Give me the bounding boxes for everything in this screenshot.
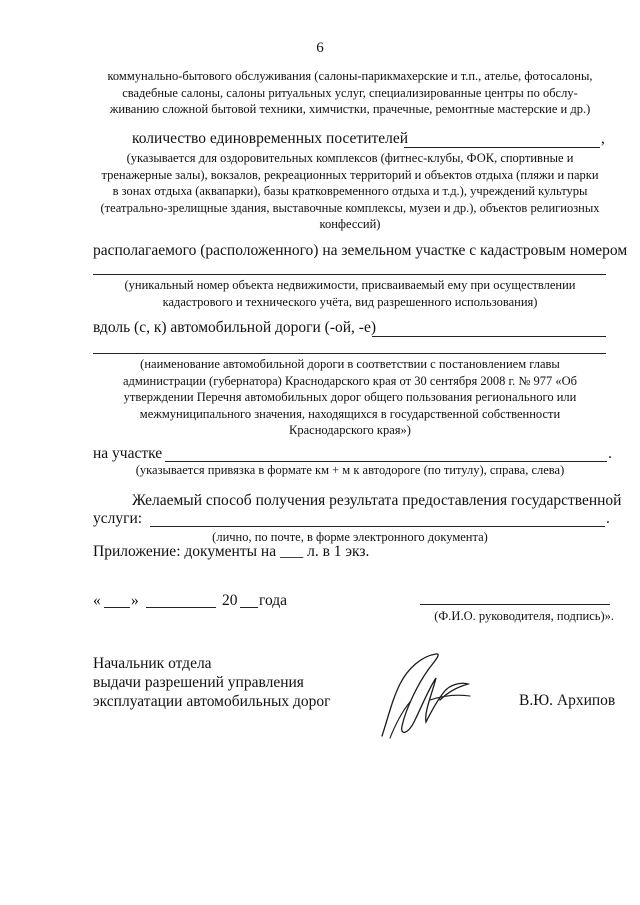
attachment-pages-field[interactable]: ___ (279, 543, 304, 560)
note-line: администрации (губернатора) Краснодарского края от 30 сентября 2008 г. № 977 «Об (123, 373, 577, 388)
page-number: 6 (316, 40, 324, 56)
note-line: Краснодарского края») (289, 423, 411, 437)
result-method-period: . (606, 510, 610, 527)
visitors-label: количество единовременных посетителей (132, 130, 409, 147)
date-close-quote: » (131, 592, 139, 609)
note-line: (театрально-зрелищные здания, выставочные комплексы, музеи и др.), объектов религиозных (100, 200, 600, 215)
result-method-note: (лично, по почте, в форме электронного документа) (212, 530, 488, 544)
note-line: (уникальный номер объекта недвижимости, присваиваемый ему при осуществлении (124, 278, 576, 292)
road-name-field-2[interactable] (93, 353, 606, 354)
visitors-comma: , (601, 130, 605, 147)
result-method-field[interactable] (150, 526, 605, 527)
note-line: (наименование автомобильной дороги в соответствии с постановлением главы (140, 357, 560, 371)
note-line: межмуниципального значения, находящихся в государственной собственности (139, 406, 561, 421)
section-label: на участке (93, 445, 163, 462)
result-method-line1: Желаемый способ получения результата предоставления государственной (132, 492, 622, 509)
signature-note: (Ф.И.О. руководителя, подпись)». (434, 609, 614, 623)
attachment-line (93, 543, 369, 561)
position-line: Начальник отдела (93, 655, 212, 672)
signature-field[interactable] (420, 604, 610, 605)
date-year-suffix: года (259, 592, 288, 609)
visitors-note (90, 150, 610, 233)
note-line: тренажерные залы), вокзалов, рекреационных территорий и объектов отдыха (пляжи и парки (101, 167, 599, 182)
date-month-field[interactable] (146, 607, 216, 608)
date-open-quote: « (93, 592, 101, 609)
attachment-suffix: л. в 1 экз. (307, 543, 370, 560)
intro-line: свадебные салоны, салоны ритуальных услуг, специализированные центры по обслу- (122, 85, 578, 100)
road-name-field[interactable] (372, 336, 606, 337)
cadastral-number-field[interactable] (93, 274, 606, 275)
cadastral-label: располагаемого (расположенного) на земельном участке с кадастровым номером (93, 242, 628, 259)
section-period: . (608, 445, 612, 462)
road-label: вдоль (с, к) автомобильной дороги (-ой, -е) (93, 319, 376, 336)
note-line: в зонах отдыха (аквапарки), базы кратковременного отдыха и т.д.), учреждений культуры (112, 184, 588, 198)
date-year-field[interactable] (240, 607, 258, 608)
position-line: эксплуатации автомобильных дорог (93, 693, 331, 710)
note-line: утверждении Перечня автомобильных дорог общего пользования регионального или (123, 390, 577, 404)
section-note: (указывается привязка в формате км + м к автодороге (по титулу), справа, слева) (135, 463, 565, 477)
note-line: конфессий) (319, 217, 381, 231)
note-line: (указывается для оздоровительных комплексов (фитнес-клубы, ФОК, спортивные и (126, 151, 574, 165)
road-note (90, 356, 610, 439)
intro-line: коммунально-бытового обслуживания (салоны-парикмахерские и т.п., ателье, фотосалоны, (107, 69, 593, 83)
date-day-field[interactable] (104, 607, 130, 608)
visitors-field[interactable] (404, 147, 600, 148)
attachment-prefix: Приложение: документы на (93, 543, 277, 560)
intro-paragraph (90, 68, 610, 118)
result-method-label: услуги: (93, 510, 143, 527)
cadastral-note (90, 277, 610, 310)
footer-position (93, 654, 331, 711)
signer-name: В.Ю. Архипов (519, 692, 616, 709)
note-line: кадастрового и технического учёта, вид разрешенного использования) (162, 294, 538, 309)
position-line: выдачи разрешений управления (93, 674, 304, 691)
date-year-prefix: 20 (222, 592, 238, 609)
intro-line: живанию сложной бытовой техники, химчистки, прачечные, ремонтные мастерские и др.) (109, 102, 591, 116)
handwritten-signature (370, 648, 480, 748)
